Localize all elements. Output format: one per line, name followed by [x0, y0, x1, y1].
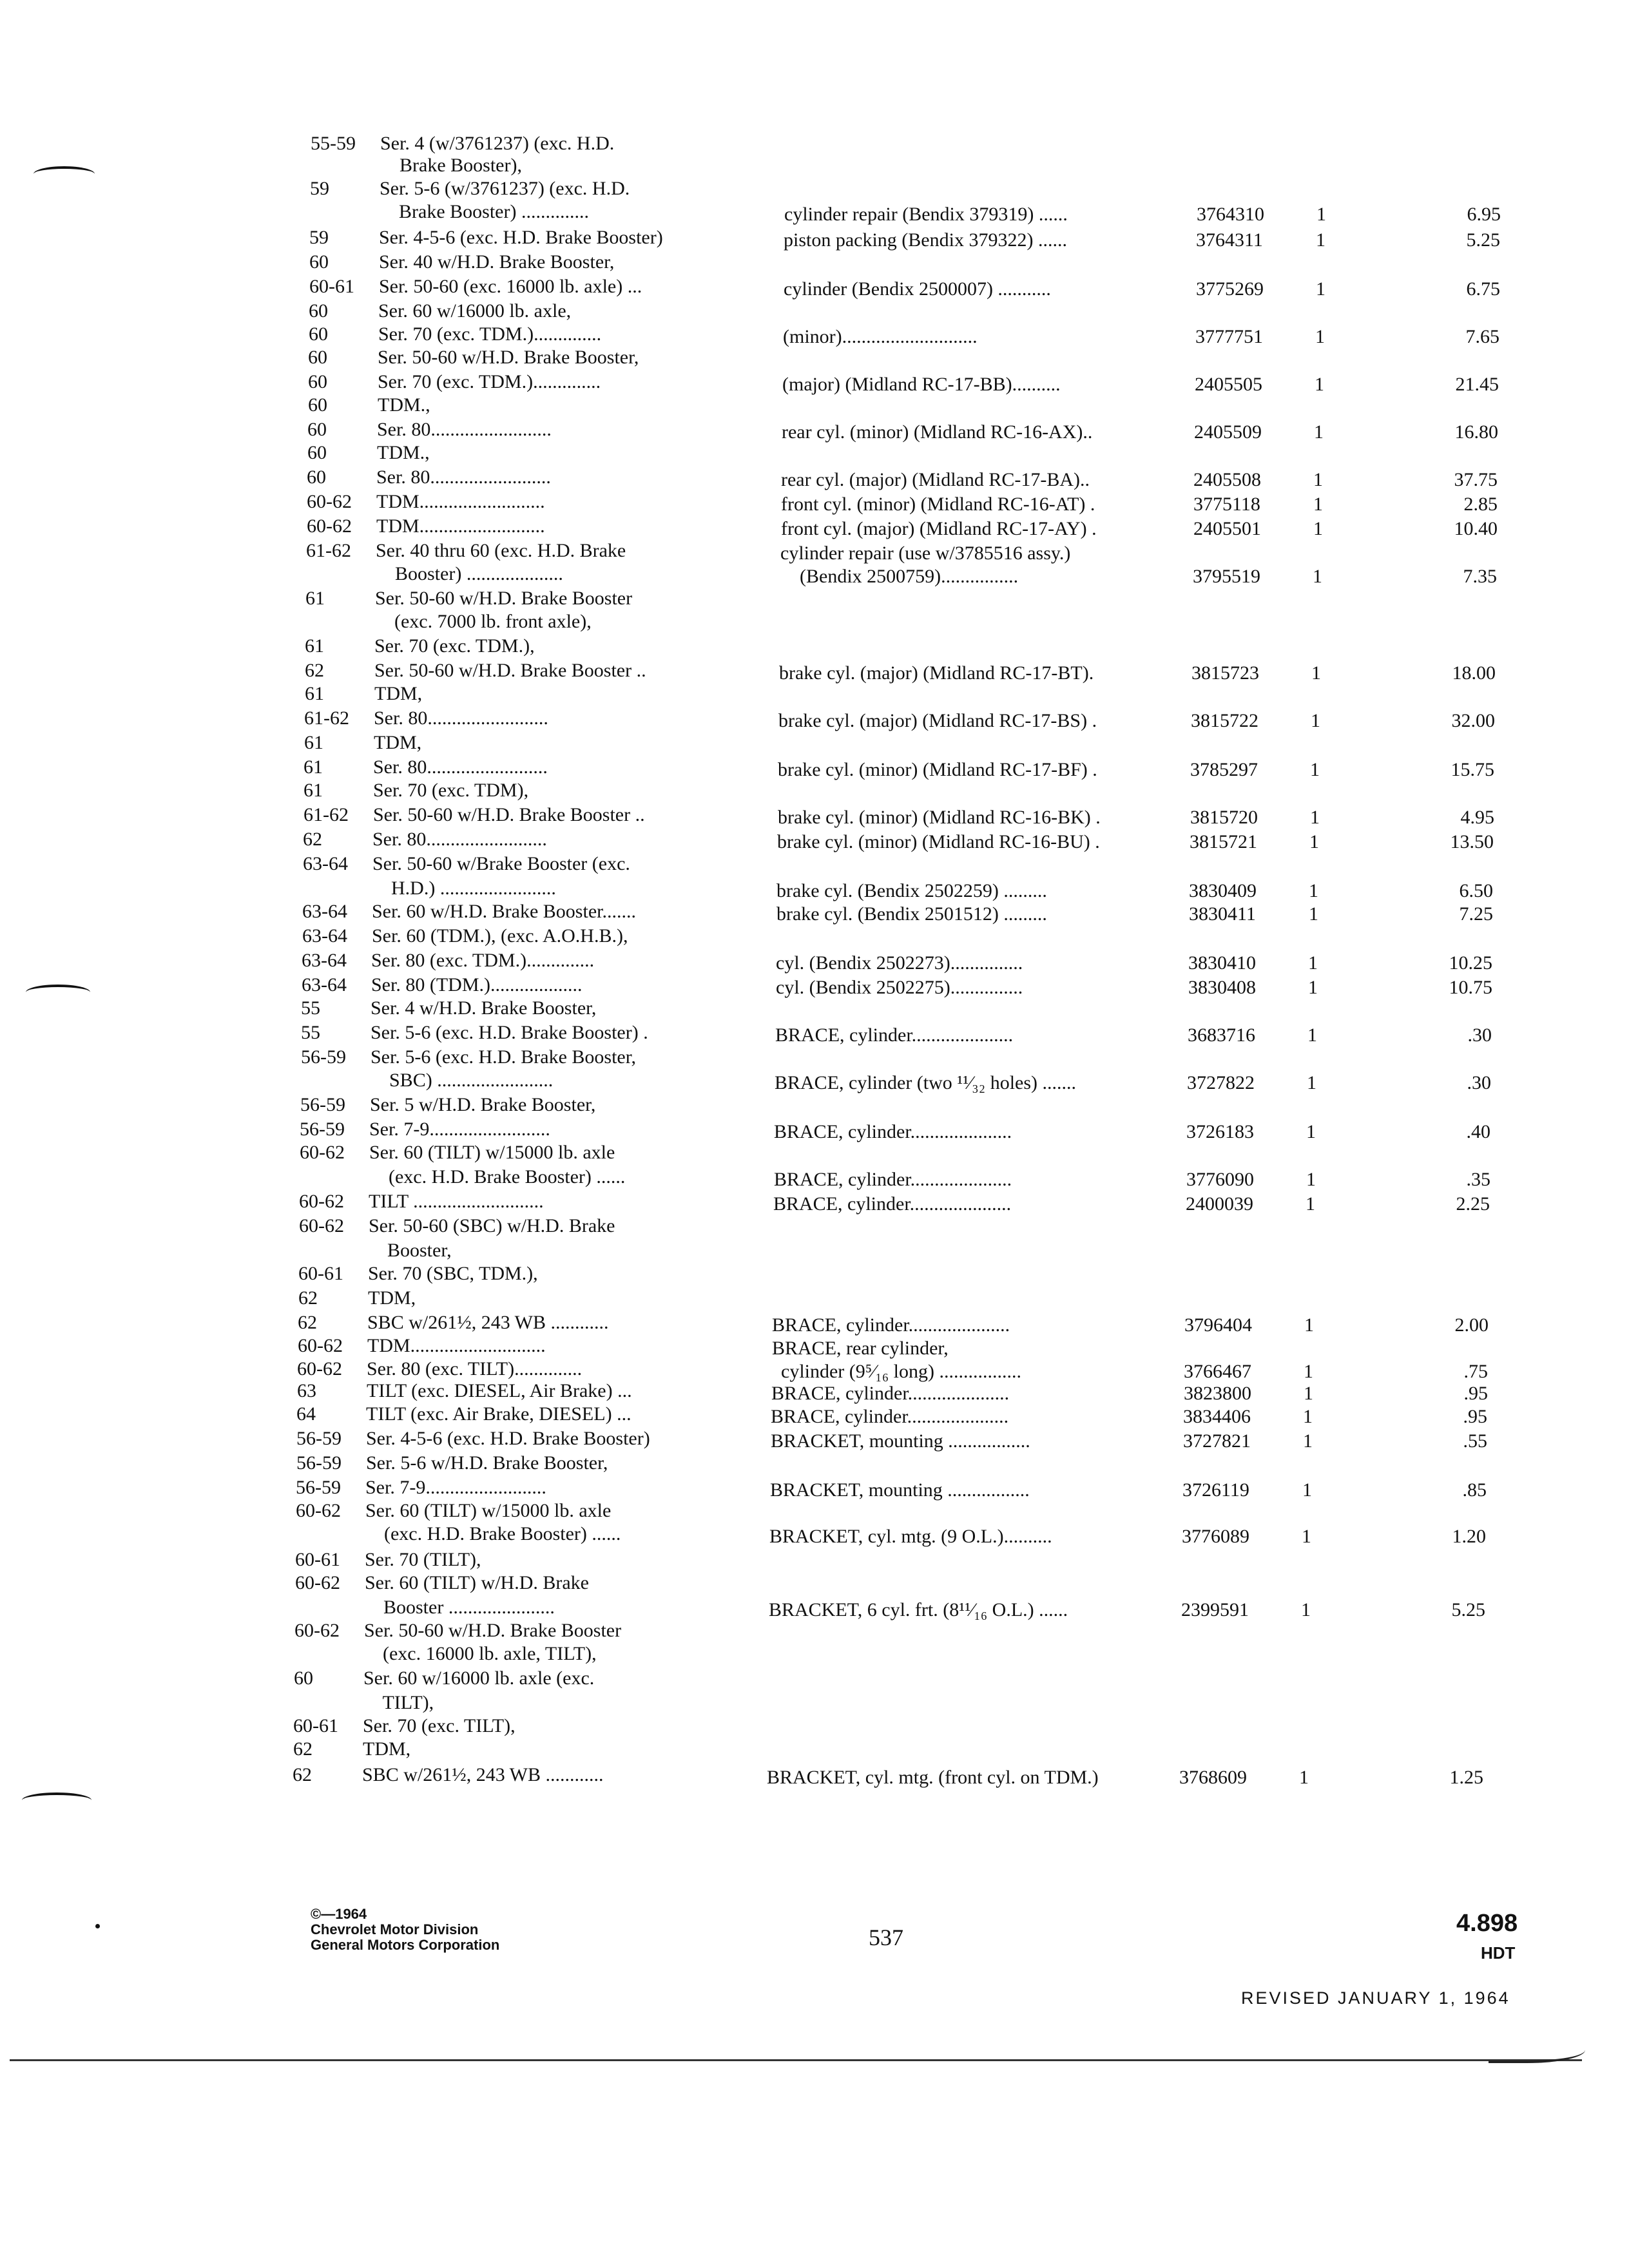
part-number: 2399591: [1181, 1599, 1249, 1620]
section-code: 4.898: [1456, 1910, 1518, 1937]
application-text: Ser. 70 (TILT),: [365, 1549, 481, 1570]
model-years: 64: [296, 1403, 316, 1425]
application-text: TDM..........................: [376, 515, 545, 537]
price: 16.80: [1454, 421, 1498, 443]
application-text: Ser. 5-6 w/H.D. Brake Booster,: [366, 1452, 608, 1474]
part-number: 3776090: [1186, 1169, 1254, 1190]
model-years: 60-62: [300, 1142, 345, 1163]
price: 37.75: [1454, 469, 1498, 490]
price: .35: [1466, 1169, 1490, 1190]
part-description: BRACKET, cyl. mtg. (9 O.L.)..........: [769, 1526, 1052, 1547]
model-years: 62: [303, 829, 322, 850]
application-text: Ser. 50-60 w/H.D. Brake Booster,: [378, 347, 639, 368]
model-years: 59: [310, 178, 329, 199]
part-number: 3727821: [1183, 1430, 1251, 1452]
price: 6.95: [1467, 204, 1501, 225]
model-years: 60-62: [307, 491, 352, 512]
part-description: front cyl. (minor) (Midland RC-16-AT) .: [781, 494, 1095, 515]
application-text: Ser. 70 (SBC, TDM.),: [368, 1263, 538, 1284]
part-description: BRACE, rear cylinder,: [772, 1338, 949, 1359]
model-years: 61-62: [306, 540, 351, 561]
application-text: Ser. 80.........................: [374, 707, 548, 729]
quantity: 1: [1308, 952, 1318, 974]
part-number: 3815721: [1190, 831, 1257, 852]
application-text: (exc. 7000 lb. front axle),: [375, 611, 592, 632]
application-text: SBC w/261½, 243 WB ............: [362, 1764, 604, 1785]
application-text: Ser. 60 (TDM.), (exc. A.O.H.B.),: [372, 925, 628, 947]
model-years: 63: [297, 1380, 316, 1401]
quantity: 1: [1310, 807, 1320, 828]
quantity: 1: [1313, 469, 1323, 490]
application-text: Ser. 50-60 w/H.D. Brake Booster: [364, 1620, 622, 1641]
quantity: 1: [1311, 710, 1320, 731]
application-text: Ser. 40 w/H.D. Brake Booster,: [379, 251, 615, 273]
quantity: 1: [1304, 1361, 1313, 1382]
bottom-rule: [10, 2059, 1582, 2061]
part-number: 3683716: [1188, 1024, 1255, 1046]
model-years: 62: [293, 1764, 312, 1785]
part-description: rear cyl. (major) (Midland RC-17-BA)..: [781, 469, 1090, 490]
part-number: 3815722: [1191, 710, 1258, 731]
application-text: Ser. 60 (TILT) w/15000 lb. axle: [365, 1500, 612, 1521]
part-description: brake cyl. (minor) (Midland RC-17-BF) .: [778, 759, 1097, 780]
part-number: 3727822: [1187, 1072, 1255, 1093]
quantity: 1: [1309, 880, 1318, 901]
price: 2.00: [1454, 1314, 1489, 1336]
quantity: 1: [1316, 204, 1326, 225]
price: 32.00: [1451, 710, 1495, 731]
application-text: H.D.) ........................: [372, 878, 556, 899]
part-number: 3830411: [1189, 903, 1256, 925]
application-text: Ser. 50-60 (exc. 16000 lb. axle) ...: [379, 276, 642, 297]
part-description: (minor)............................: [783, 326, 978, 347]
part-number: 2405501: [1193, 518, 1261, 539]
application-text: Ser. 40 thru 60 (exc. H.D. Brake: [376, 540, 626, 561]
quantity: 1: [1302, 1526, 1311, 1547]
model-years: 56-59: [296, 1452, 342, 1474]
application-text: Ser. 4-5-6 (exc. H.D. Brake Booster): [379, 227, 663, 248]
part-description: BRACE, cylinder.....................: [771, 1383, 1010, 1404]
part-number: 3830410: [1188, 952, 1256, 974]
application-text: Brake Booster) ..............: [380, 201, 589, 222]
model-years: 55-59: [311, 133, 356, 154]
part-number: 3830409: [1189, 880, 1257, 901]
model-years: 63-64: [303, 853, 348, 874]
application-text: TDM.,: [378, 394, 430, 416]
model-years: 60: [294, 1667, 313, 1689]
part-number: 3777751: [1195, 326, 1263, 347]
part-description: BRACKET, mounting .................: [770, 1479, 1030, 1501]
application-text: Ser. 80.........................: [376, 466, 551, 488]
part-description: BRACE, cylinder.....................: [774, 1169, 1012, 1190]
price: 6.75: [1466, 278, 1500, 300]
application-text: TDM..........................: [376, 491, 545, 512]
application-text: SBC) ........................: [370, 1070, 554, 1091]
model-years: 56-59: [300, 1094, 345, 1115]
part-description: brake cyl. (Bendix 2501512) .........: [776, 903, 1047, 925]
quantity: 1: [1314, 421, 1324, 443]
margin-mark-1: [34, 166, 95, 182]
model-years: 56-59: [300, 1119, 345, 1140]
section-tag: HDT: [1481, 1943, 1516, 1963]
part-number: 2405509: [1194, 421, 1262, 443]
quantity: 1: [1306, 1193, 1315, 1215]
price: 7.35: [1463, 566, 1497, 587]
quantity: 1: [1310, 759, 1320, 780]
application-text: Ser. 4-5-6 (exc. H.D. Brake Booster): [366, 1428, 650, 1449]
model-years: 56-59: [296, 1477, 341, 1498]
part-description: front cyl. (major) (Midland RC-17-AY) .: [781, 518, 1097, 539]
application-text: Ser. 7-9.........................: [365, 1477, 546, 1498]
price: 7.65: [1465, 326, 1499, 347]
part-description: cylinder (Bendix 2500007) ...........: [784, 278, 1051, 300]
application-text: Ser. 50-60 w/H.D. Brake Booster: [375, 588, 633, 609]
part-number: 3823800: [1184, 1383, 1251, 1404]
model-years: 60-61: [309, 276, 354, 297]
part-number: 3766467: [1184, 1361, 1251, 1382]
quantity: 1: [1315, 374, 1324, 395]
corporation-name: General Motors Corporation: [311, 1937, 500, 1953]
quantity: 1: [1301, 1599, 1311, 1620]
quantity: 1: [1313, 494, 1323, 515]
price: 18.00: [1452, 662, 1496, 684]
margin-mark-3: [22, 1792, 92, 1808]
application-text: Ser. 60 w/H.D. Brake Booster.......: [372, 901, 636, 922]
quantity: 1: [1309, 903, 1318, 925]
price: .95: [1463, 1383, 1488, 1404]
application-text: Ser. 60 w/16000 lb. axle,: [378, 300, 572, 322]
application-text: Ser. 60 (TILT) w/15000 lb. axle: [369, 1142, 615, 1163]
price: 2.25: [1456, 1193, 1490, 1215]
quantity: 1: [1316, 229, 1325, 251]
price: .85: [1462, 1479, 1487, 1501]
quantity: 1: [1299, 1767, 1309, 1788]
application-text: Ser. 60 (TILT) w/H.D. Brake: [365, 1572, 589, 1593]
application-text: Ser. 7-9.........................: [369, 1119, 550, 1140]
division-name: Chevrolet Motor Division: [311, 1921, 479, 1937]
part-number: 2400039: [1186, 1193, 1253, 1215]
model-years: 60-62: [295, 1572, 340, 1593]
quantity: 1: [1311, 662, 1321, 684]
model-years: 63-64: [302, 974, 347, 995]
part-number: 3764310: [1197, 204, 1264, 225]
model-years: 61: [305, 588, 325, 609]
application-text: TILT),: [363, 1692, 434, 1713]
model-years: 60: [307, 466, 326, 488]
application-text: Ser. 50-60 w/Brake Booster (exc.: [372, 853, 630, 874]
part-description: BRACE, cylinder (two ¹¹⁄₃₂ holes) .......: [775, 1072, 1077, 1093]
application-text: Ser. 5-6 (exc. H.D. Brake Booster) .: [371, 1022, 648, 1043]
price: .95: [1463, 1406, 1487, 1427]
part-description: cylinder (9⁵⁄₁₆ long) .................: [771, 1361, 1021, 1382]
part-description: brake cyl. (Bendix 2502259) .........: [776, 880, 1047, 901]
price: 5.25: [1466, 229, 1500, 251]
model-years: 61: [304, 780, 323, 801]
application-text: Booster ......................: [364, 1597, 555, 1618]
application-text: TDM.,: [377, 442, 430, 463]
model-years: 56-59: [301, 1046, 346, 1068]
part-description: BRACKET, cyl. mtg. (front cyl. on TDM.): [767, 1767, 1099, 1788]
part-description: cylinder repair (Bendix 379319) ......: [784, 204, 1068, 225]
price: 10.25: [1449, 952, 1492, 974]
part-number: 3795519: [1193, 566, 1260, 587]
model-years: 60-62: [298, 1335, 343, 1356]
model-years: 63-64: [302, 925, 347, 947]
quantity: 1: [1307, 1024, 1317, 1046]
model-years: 62: [305, 660, 324, 681]
part-description: brake cyl. (major) (Midland RC-17-BT).: [779, 662, 1094, 684]
application-text: TILT (exc. DIESEL, Air Brake) ...: [367, 1380, 632, 1401]
application-text: TDM,: [374, 683, 423, 704]
application-text: Ser. 5 w/H.D. Brake Booster,: [370, 1094, 596, 1115]
price: .40: [1466, 1121, 1490, 1142]
part-description: BRACE, cylinder.....................: [772, 1314, 1010, 1336]
application-text: TDM............................: [367, 1335, 546, 1356]
quantity: 1: [1307, 1072, 1316, 1093]
price: 10.75: [1449, 977, 1492, 998]
model-years: 60: [307, 442, 327, 463]
model-years: 61: [305, 683, 324, 704]
price: .55: [1463, 1430, 1487, 1452]
model-years: 60-62: [299, 1215, 344, 1236]
model-years: 61: [305, 635, 324, 657]
model-years: 60: [308, 347, 327, 368]
model-years: 62: [298, 1287, 318, 1309]
model-years: 55: [301, 997, 320, 1019]
application-text: Ser. 50-60 w/H.D. Brake Booster ..: [374, 660, 646, 681]
part-number: 3830408: [1188, 977, 1256, 998]
application-text: SBC w/261½, 243 WB ............: [367, 1312, 609, 1333]
application-text: Ser. 80.........................: [373, 756, 548, 778]
model-years: 62: [298, 1312, 317, 1333]
model-years: 60-61: [298, 1263, 343, 1284]
quantity: 1: [1316, 278, 1325, 300]
quantity: 1: [1302, 1479, 1312, 1501]
application-text: Booster) ....................: [376, 563, 563, 584]
quantity: 1: [1306, 1121, 1316, 1142]
application-text: Ser. 4 w/H.D. Brake Booster,: [371, 997, 597, 1019]
quantity: 1: [1309, 831, 1319, 852]
application-text: Ser. 70 (exc. TDM.)..............: [378, 323, 602, 345]
part-description: brake cyl. (major) (Midland RC-17-BS) .: [778, 710, 1097, 731]
model-years: 60: [309, 251, 329, 273]
part-description: piston packing (Bendix 379322) ......: [784, 229, 1067, 251]
price: 13.50: [1450, 831, 1494, 852]
part-number: 3815723: [1191, 662, 1259, 684]
quantity: 1: [1306, 1169, 1316, 1190]
quantity: 1: [1313, 566, 1322, 587]
price: 15.75: [1451, 759, 1494, 780]
margin-dot: [95, 1924, 100, 1928]
model-years: 61: [304, 732, 323, 753]
price: 21.45: [1455, 374, 1499, 395]
application-text: Ser. 70 (exc. TDM.)..............: [378, 371, 601, 392]
model-years: 60-62: [296, 1500, 341, 1521]
part-number: 3776089: [1182, 1526, 1249, 1547]
model-years: 60-62: [297, 1358, 342, 1379]
price: 10.40: [1454, 518, 1498, 539]
part-number: 3775269: [1196, 278, 1264, 300]
part-description: cyl. (Bendix 2502275)...............: [776, 977, 1023, 998]
model-years: 60-61: [293, 1715, 338, 1736]
application-text: Ser. 5-6 (w/3761237) (exc. H.D.: [380, 178, 630, 199]
application-text: (exc. 16000 lb. axle, TILT),: [363, 1643, 597, 1664]
part-description: cylinder repair (use w/3785516 assy.): [780, 543, 1071, 564]
quantity: 1: [1304, 1314, 1314, 1336]
part-description: rear cyl. (minor) (Midland RC-16-AX)..: [782, 421, 1093, 443]
application-text: Brake Booster),: [380, 155, 522, 176]
application-text: Ser. 70 (exc. TILT),: [363, 1715, 516, 1736]
application-text: TDM,: [374, 732, 422, 753]
part-number: 3726119: [1182, 1479, 1249, 1501]
application-text: TDM,: [363, 1738, 411, 1760]
part-description: brake cyl. (minor) (Midland RC-16-BK) .: [778, 807, 1101, 828]
quantity: 1: [1308, 977, 1318, 998]
application-text: Booster,: [368, 1240, 452, 1261]
part-number: 3726183: [1186, 1121, 1254, 1142]
application-text: (exc. H.D. Brake Booster) ......: [369, 1166, 626, 1187]
model-years: 60-62: [294, 1620, 340, 1641]
part-description: BRACE, cylinder.....................: [775, 1024, 1014, 1046]
model-years: 56-59: [296, 1428, 342, 1449]
page-number: 537: [869, 1925, 903, 1950]
model-years: 60-62: [299, 1191, 344, 1212]
part-number: 3815720: [1190, 807, 1258, 828]
application-text: Ser. 50-60 w/H.D. Brake Booster ..: [373, 804, 645, 825]
model-years: 60: [308, 394, 327, 416]
price: 4.95: [1460, 807, 1494, 828]
part-description: BRACKET, mounting .................: [771, 1430, 1030, 1452]
quantity: 1: [1303, 1430, 1313, 1452]
model-years: 61-62: [304, 707, 349, 729]
part-description: cyl. (Bendix 2502273)...............: [776, 952, 1023, 974]
model-years: 60: [307, 419, 327, 440]
application-text: Ser. 80 (exc. TDM.)..............: [371, 950, 595, 971]
model-years: 60-62: [307, 515, 352, 537]
price: 6.50: [1459, 880, 1493, 901]
part-description: BRACE, cylinder.....................: [773, 1193, 1012, 1215]
application-text: Ser. 80.........................: [372, 829, 547, 850]
application-text: Ser. 80 (exc. TILT)..............: [367, 1358, 583, 1379]
model-years: 60: [309, 300, 328, 322]
price: 7.25: [1459, 903, 1493, 925]
application-text: (exc. H.D. Brake Booster) ......: [365, 1523, 621, 1544]
part-description: BRACKET, 6 cyl. frt. (8¹¹⁄₁₆ O.L.) ......: [769, 1599, 1068, 1620]
quantity: 1: [1304, 1383, 1313, 1404]
application-text: Ser. 60 w/16000 lb. axle (exc.: [363, 1667, 595, 1689]
application-text: Ser. 70 (exc. TDM.),: [374, 635, 535, 657]
part-number: 3764311: [1196, 229, 1263, 251]
model-years: 55: [301, 1022, 320, 1043]
price: 5.25: [1451, 1599, 1485, 1620]
part-number: 3796404: [1184, 1314, 1252, 1336]
part-number: 3785297: [1190, 759, 1258, 780]
model-years: 61-62: [304, 804, 349, 825]
application-text: Ser. 80 (TDM.)...................: [371, 974, 583, 995]
price: 1.20: [1452, 1526, 1486, 1547]
part-number: 3768609: [1179, 1767, 1247, 1788]
application-text: Ser. 80.........................: [377, 419, 552, 440]
application-text: TDM,: [368, 1287, 416, 1309]
price: .30: [1467, 1072, 1491, 1093]
price: .75: [1463, 1361, 1488, 1382]
part-number: 3775118: [1193, 494, 1260, 515]
price: 1.25: [1449, 1767, 1483, 1788]
application-text: Ser. 5-6 (exc. H.D. Brake Booster,: [371, 1046, 637, 1068]
model-years: 63-64: [302, 950, 347, 971]
application-text: Ser. 4 (w/3761237) (exc. H.D.: [380, 133, 615, 154]
price: 2.85: [1463, 494, 1498, 515]
part-description: BRACE, cylinder.....................: [771, 1406, 1009, 1427]
part-description: (Bendix 2500759)................: [780, 566, 1019, 587]
application-text: TILT (exc. Air Brake, DIESEL) ...: [366, 1403, 631, 1425]
model-years: 61: [304, 756, 323, 778]
model-years: 60: [309, 323, 328, 345]
application-text: TILT ...........................: [369, 1191, 544, 1212]
model-years: 60-61: [295, 1549, 340, 1570]
quantity: 1: [1303, 1406, 1313, 1427]
part-description: brake cyl. (minor) (Midland RC-16-BU) .: [777, 831, 1100, 852]
revised-date: REVISED JANUARY 1, 1964: [1241, 1988, 1510, 2008]
price: .30: [1467, 1024, 1492, 1046]
copyright: ©—1964: [311, 1906, 367, 1922]
margin-mark-2: [26, 985, 90, 1000]
model-years: 60: [308, 371, 327, 392]
model-years: 59: [309, 227, 329, 248]
quantity: 1: [1313, 518, 1323, 539]
model-years: 63-64: [302, 901, 347, 922]
part-description: BRACE, cylinder.....................: [774, 1121, 1012, 1142]
quantity: 1: [1315, 326, 1325, 347]
part-description: (major) (Midland RC-17-BB)..........: [782, 374, 1061, 395]
application-text: Ser. 50-60 (SBC) w/H.D. Brake: [369, 1215, 615, 1236]
application-text: Ser. 70 (exc. TDM),: [373, 780, 529, 801]
part-number: 2405508: [1193, 469, 1261, 490]
model-years: 62: [293, 1738, 313, 1760]
part-number: 3834406: [1183, 1406, 1251, 1427]
part-number: 2405505: [1195, 374, 1262, 395]
